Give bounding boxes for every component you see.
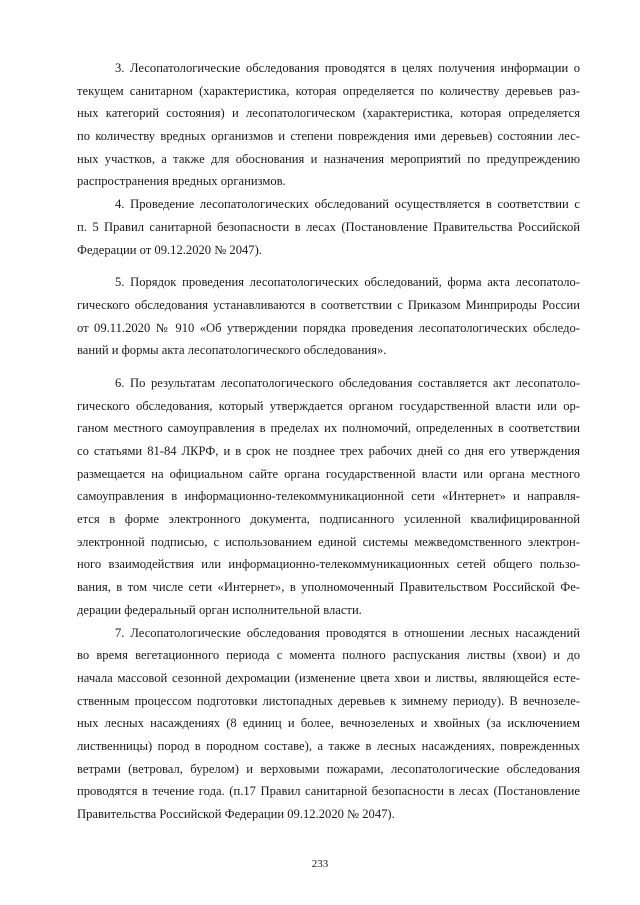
text-line: ваний и формы акта лесопатологического обследования».: [77, 343, 387, 358]
text-line: ных категорий состояния) и лесопатологическом (характеристика, которая определяется: [77, 106, 580, 121]
paragraph-gap: [77, 362, 580, 372]
text-line: ется в форме электронного документа, подписанного усиленной квалифицированной: [77, 512, 580, 527]
text-line: 6. По результатам лесопатологического обследования составляется акт лесопатоло-: [115, 375, 580, 390]
text-line: лиственницы) пород в породном составе), а также в лесных насаждениях, поврежденных: [77, 738, 580, 753]
text-line: размещается на официальном сайте органа государственной власти или органа местного: [77, 466, 580, 481]
text-line: дерации федеральный орган исполнительной власти.: [77, 602, 362, 617]
text-line: ных лесных насаждениях (8 единиц и более, вечнозеленых и хвойных (за исключением: [77, 716, 580, 731]
text-line: 7. Лесопатологические обследования проводятся в отношении лесных насаждений: [115, 625, 580, 640]
text-line: п. 5 Правил санитарной безопасности в лесах (Постановление Правительства Российской: [77, 219, 580, 234]
paragraph-7: [77, 622, 580, 826]
paragraph-6: [77, 372, 580, 622]
text-line: электронной подписью, с использованием единой системы межведомственного электрон-: [77, 534, 580, 549]
paragraph-gap: [77, 261, 580, 271]
text-line: 4. Проведение лесопатологических обследований осуществляется в соответствии с: [115, 197, 580, 212]
text-line: 3. Лесопатологические обследования проводятся в целях получения информации о: [115, 61, 580, 75]
paragraph-5: [77, 271, 580, 362]
paragraph-4: [77, 193, 580, 261]
text-line: проводятся в течение года. (п.17 Правил санитарной безопасности в лесах (Постановление: [77, 784, 580, 799]
paragraph-3: [77, 57, 580, 193]
text-line: по количеству вредных организмов и степени повреждения ими деревьев) состоянии лес-: [77, 129, 580, 144]
text-line: гического обследования устанавливаются в соответствии с Приказом Минприроды России: [77, 297, 580, 312]
document-body: [77, 57, 580, 826]
text-line: во время вегетационного периода с момента полного распускания листвы (хвои) и до: [77, 648, 580, 663]
text-line: ных участков, а также для обоснования и назначения мероприятий по предупреждению: [77, 151, 580, 166]
text-line: ного взаимодействия или информационно-телекоммуникационных сетей общего пользо-: [77, 557, 580, 572]
text-line: со статьями 81-84 ЛКРФ, и в срок не позднее трех рабочих дней со дня его утверждения: [77, 444, 580, 458]
text-line: Федерации от 09.12.2020 № 2047).: [77, 242, 262, 257]
page-number: 233: [311, 858, 329, 870]
text-line: начала массовой сезонной дехромации (изменение цвета хвои и листвы, являющейся есте-: [77, 670, 580, 685]
text-line: ганом местного самоуправления в пределах их полномочий, определенных в соответствии: [77, 421, 580, 436]
text-line: Правительства Российской Федерации 09.12.2020 № 2047).: [77, 807, 395, 821]
text-line: текущем санитарном (характеристика, которая определяется по количеству деревьев раз-: [77, 83, 580, 98]
text-line: ственным процессом подготовки листопадных деревьев к зимнему периоду). В вечнозеле-: [77, 693, 580, 708]
text-line: от 09.11.2020 № 910 «Об утверждении порядка проведения лесопатологических обследо-: [77, 320, 580, 335]
text-line: 5. Порядок проведения лесопатологических обследований, форма акта лесопатоло-: [115, 275, 580, 290]
text-line: самоуправления в информационно-телекоммуникационной сети «Интернет» и направля-: [77, 489, 580, 504]
text-line: вания, в том числе сети «Интернет», в уполномоченный Правительством Российской Фе-: [77, 580, 580, 595]
text-line: ветрами (ветровал, бурелом) и верховыми пожарами, лесопатологические обследования: [77, 761, 580, 776]
text-line: распространения вредных организмов.: [77, 174, 286, 189]
text-line: гического обследования, который утверждается органом государственной власти или ор-: [77, 398, 580, 413]
